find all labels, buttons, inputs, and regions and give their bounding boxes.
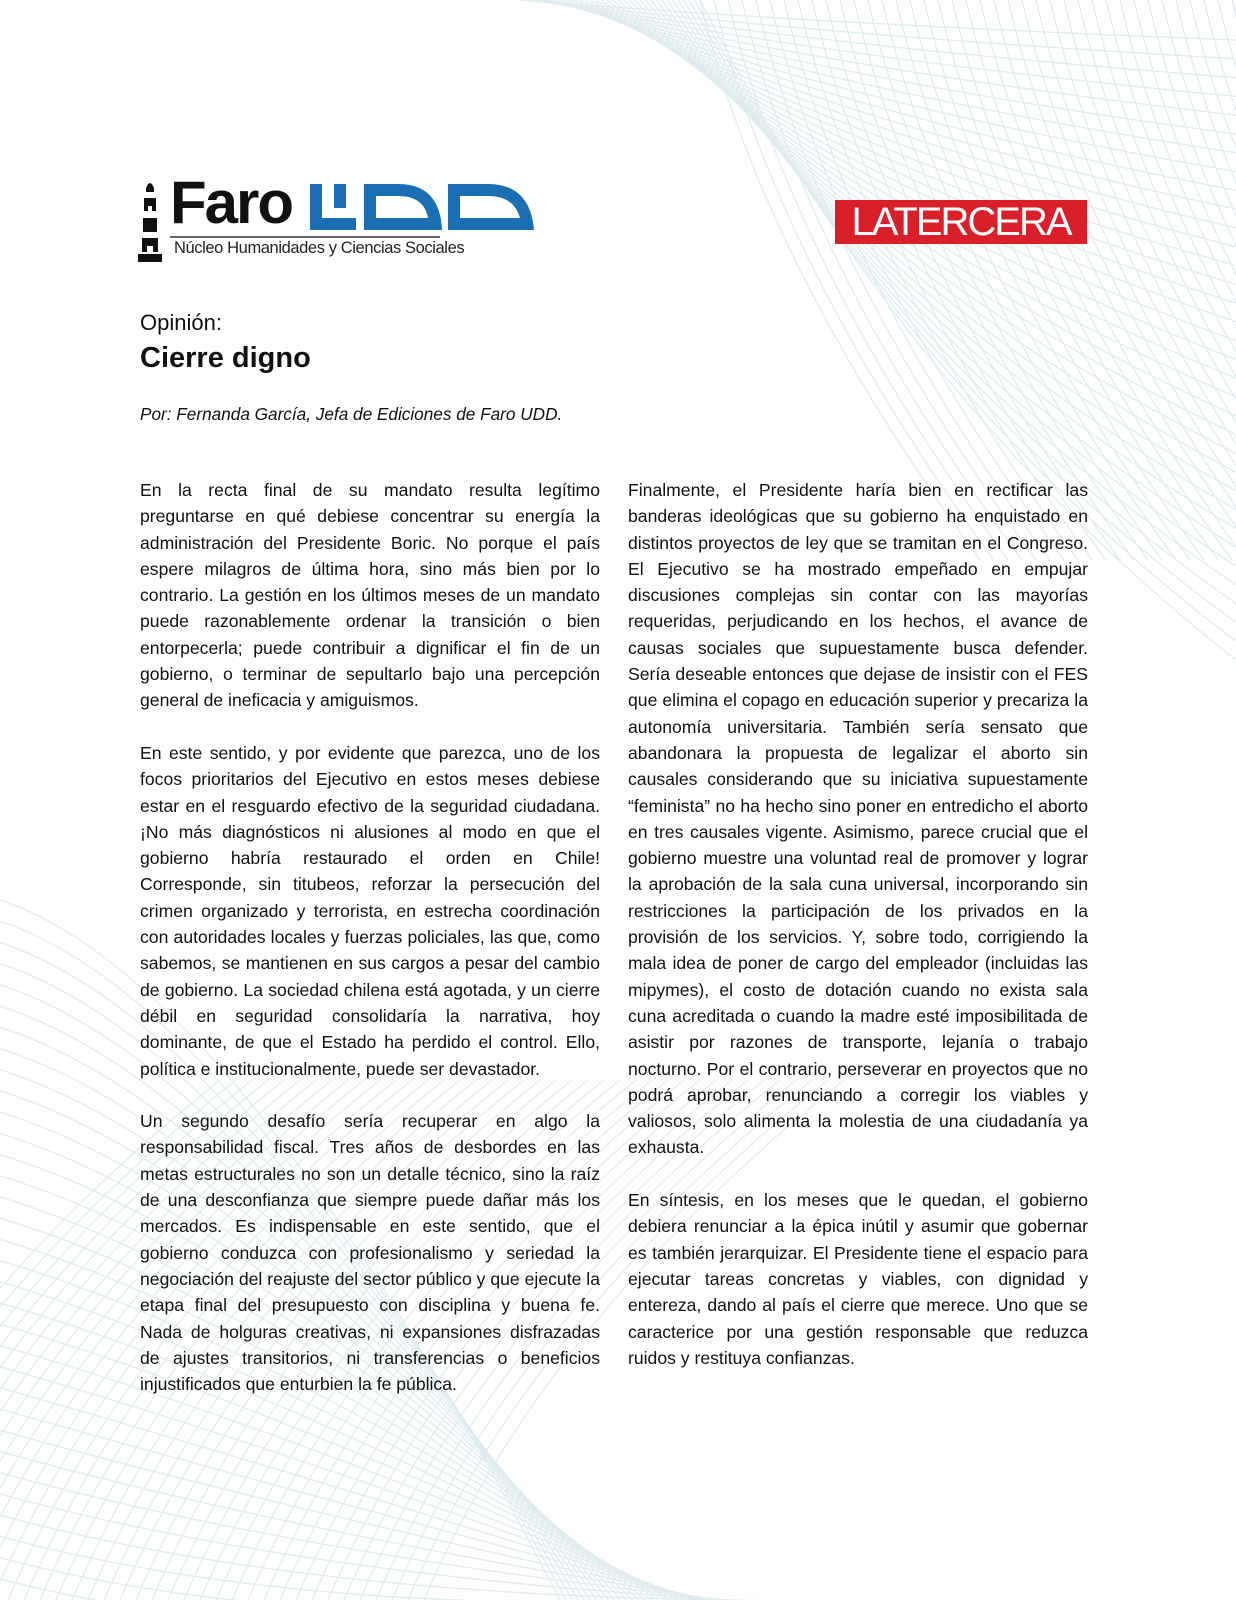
- faro-subtitle: Núcleo Humanidades y Ciencias Sociales: [174, 239, 465, 257]
- paragraph: Finalmente, el Presidente haría bien en rectificar las banderas ideológicas que su gobierno ha enquistado en distintos proyectos de ley que se tramitan en el Congreso. El Ejecutivo se ha mostrado empeñado en empujar discusiones complejas sin contar con las mayorías requeridas, perjudicando en los hechos, el avance de causas sociales que supuestamente busca defender. Sería deseable entonces que dejase de insistir con el FES que elimina el copago en educación superior y precariza la autonomía universitaria. También sería sensato que abandonara la propuesta de legalizar el aborto sin causales considerando que su iniciativa supuestamente “feminista” no ha hecho sino poner en entredicho el aborto en tres causales vigente. Asimismo, parece crucial que el gobierno muestre una voluntad real de promover y lograr la aprobación de la sala cuna universal, incorporando sin restricciones la participación de los privados en la provisión de los servicios. Y, sobre todo, corrigiendo la mala idea de poner de cargo del empleador (incluidas las mipymes), el costo de dotación cuando no exista sala cuna acreditada o cuando la madre esté imposibilitada de asistir por razones de transporte, lejanía o trabajo nocturno. Por el contrario, perseverar en proyectos que no podrá aprobar, renunciando a corregir los viables y valiosos, solo alimenta la molestia de una ciudadanía ya exhausta.: [628, 480, 1088, 1158]
- article-kicker: Opinión:: [140, 310, 222, 335]
- paragraph: Un segundo desafío sería recuperar en algo la responsabilidad fiscal. Tres años de desbordes en las metas estructurales no son un detalle técnico, sino la raíz de una desconfianza que siempre puede dañar más los mercados. Es indispensable en este sentido, que el gobierno conduzca con profesionalismo y seriedad la negociación del reajuste del sector público y que ejecute la etapa final del presupuesto con disciplina y buena fe. Nada de holguras creativas, ni expansiones disfrazadas de ajustes transitorios, ni transferencias o beneficios injustificados que enturbien la fe pública.: [140, 1111, 600, 1395]
- article-column-right: [628, 477, 1088, 1397]
- lighthouse-icon: [138, 178, 162, 262]
- udd-wordmark: [308, 182, 586, 232]
- paragraph: En este sentido, y por evidente que parezca, uno de los focos prioritarios del Ejecutivo en estos meses debiese estar en el resguardo efectivo de la seguridad ciudadana. ¡No más diagnósticos ni alusiones al modo en que el gobierno habría restaurado el orden en Chile! Corresponde, sin titubeos, reforzar la persecución del crimen organizado y terrorista, en estrecha coordinación con autoridades locales y fuerzas policiales, las que, como sabemos, se mantienen en sus cargos a pesar del cambio de gobierno. La sociedad chilena está agotada, y un cierre débil en seguridad consolidaría la narrativa, hoy dominante, de que el Estado ha perdido el control. Ello, política e institucionalmente, puede ser devastador.: [140, 742, 600, 1079]
- faro-udd-logo: [138, 169, 465, 268]
- article-byline: Por: Fernanda García, Jefa de Ediciones de Faro UDD.: [140, 404, 563, 424]
- paragraph: En la recta final de su mandato resulta legítimo preguntarse en qué debiese concentrar su energía la administración del Presidente Boric. No porque el país espere milagros de última hora, sino más bien por lo contrario. La gestión en los últimos meses de un mandato puede razonablemente ordenar la transición o bien entorpecerla; puede contribuir a dignificar el fin de un gobierno, o terminar de sepultarlo bajo una percepción general de ineficacia y amiguismos.: [140, 480, 600, 711]
- paragraph: En síntesis, en los meses que le quedan, el gobierno debiera renunciar a la épica inútil y asumir que gobernar es también jerarquizar. El Presidente tiene el espacio para ejecutar tareas concretas y viables, con dignidad y entereza, dando al país el cierre que merece. Uno que se caracterice por una gestión responsable que reduzca ruidos y restituya confianzas.: [628, 1190, 1088, 1368]
- article-title: Cierre digno: [140, 342, 311, 374]
- faro-wordmark: Faro: [170, 169, 293, 236]
- article-column-left: [140, 477, 600, 1424]
- la-tercera-logo: LATERCERA: [835, 200, 1087, 244]
- logo-divider: [170, 236, 440, 238]
